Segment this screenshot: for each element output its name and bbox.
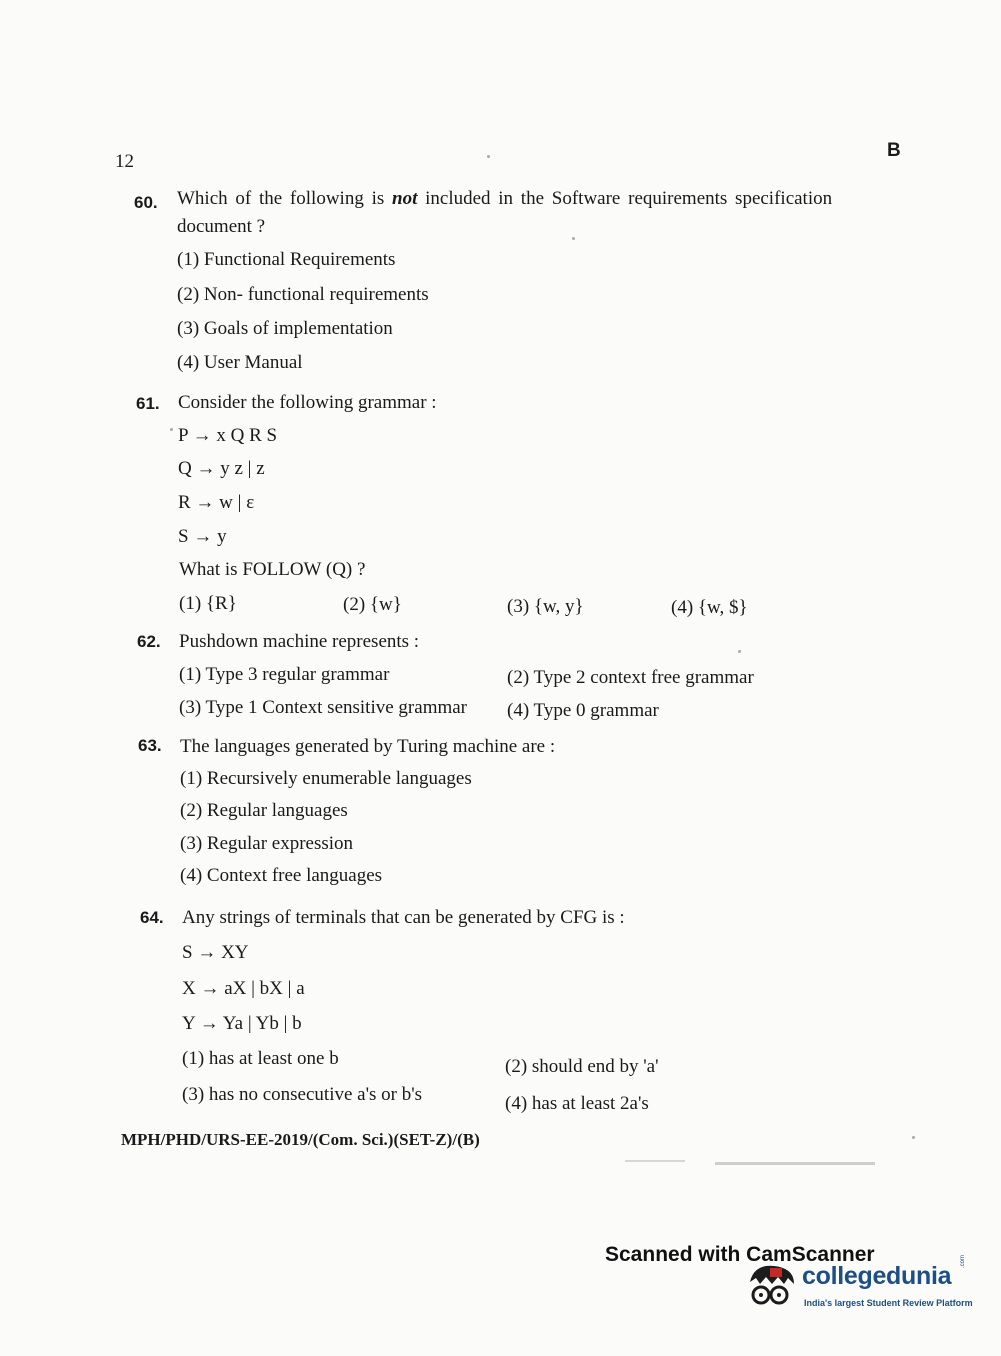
q64-option-1: (1) has at least one b [182,1048,339,1069]
q60-option-4: (4) User Manual [177,352,303,373]
scan-speck [715,1162,875,1165]
q64-rule-2: X → aX | bX | a [182,978,305,999]
question-number-63: 63. [138,736,162,755]
q62-option-1: (1) Type 3 regular grammar [179,664,390,685]
q61-option-1: (1) {R} [179,593,237,614]
scanned-with-text: Scanned with CamScanner [605,1243,875,1266]
q63-option-2: (2) Regular languages [180,800,348,821]
collegedunia-logo-icon [744,1262,800,1314]
q60-option-1: (1) Functional Requirements [177,249,396,270]
q63-option-1: (1) Recursively enumerable languages [180,768,472,789]
question-64-text: Any strings of terminals that can be generated by CFG is : [182,907,625,928]
q63-option-3: (3) Regular expression [180,833,354,854]
q60-option-3: (3) Goals of implementation [177,318,393,339]
q61-rule-2: Q → y z | z [178,458,265,479]
scan-speck [912,1136,915,1139]
collegedunia-brand-name: collegedunia [802,1262,952,1290]
q61-option-2: (2) {w} [343,594,402,615]
question-60-text: Which of the following is not included in the Software requirements specification [177,188,833,209]
q64-option-3: (3) has no consecutive a's or b's [182,1084,423,1105]
q62-option-3: (3) Type 1 Context sensitive grammar [179,697,468,718]
scan-speck [170,428,173,431]
q63-option-4: (4) Context free languages [180,865,383,886]
question-61-follow: What is FOLLOW (Q) ? [179,559,366,580]
q61-rule-1: P → x Q R S [178,425,278,446]
collegedunia-brand-suffix: .com [960,1254,966,1268]
scan-speck [572,237,575,240]
q61-rule-3: R → w | ε [178,492,255,513]
question-60-emphasis: not [392,188,418,209]
q64-rule-3: Y → Ya | Yb | b [182,1013,302,1034]
question-61-text: Consider the following grammar : [178,392,437,413]
q62-option-2: (2) Type 2 context free grammar [507,667,754,688]
question-62-text: Pushdown machine represents : [179,631,420,652]
q64-rule-1: S → XY [182,942,249,963]
question-number-60: 60. [134,193,158,212]
page-number: 12 [115,151,134,172]
question-number-61: 61. [136,394,160,413]
collegedunia-tagline: India's largest Student Review Platform [804,1298,973,1308]
footer-code: MPH/PHD/URS-EE-2019/(Com. Sci.)(SET-Z)/(B) [121,1130,480,1149]
q60-option-2: (2) Non- functional requirements [177,284,429,305]
scan-speck [738,650,741,653]
question-63-text: The languages generated by Turing machine are : [180,736,556,757]
q61-option-4: (4) {w, $} [671,597,748,618]
scan-speck [487,155,490,158]
scan-speck [625,1160,685,1162]
question-60-text-line2: document ? [177,216,266,237]
q61-option-3: (3) {w, y} [507,596,584,617]
q61-rule-4: S → y [178,526,227,547]
set-letter: B [887,140,901,161]
question-number-64: 64. [140,908,164,927]
question-number-62: 62. [137,632,161,651]
q62-option-4: (4) Type 0 grammar [507,700,659,721]
q64-option-2: (2) should end by 'a' [505,1056,659,1077]
q64-option-4: (4) has at least 2a's [505,1093,649,1114]
